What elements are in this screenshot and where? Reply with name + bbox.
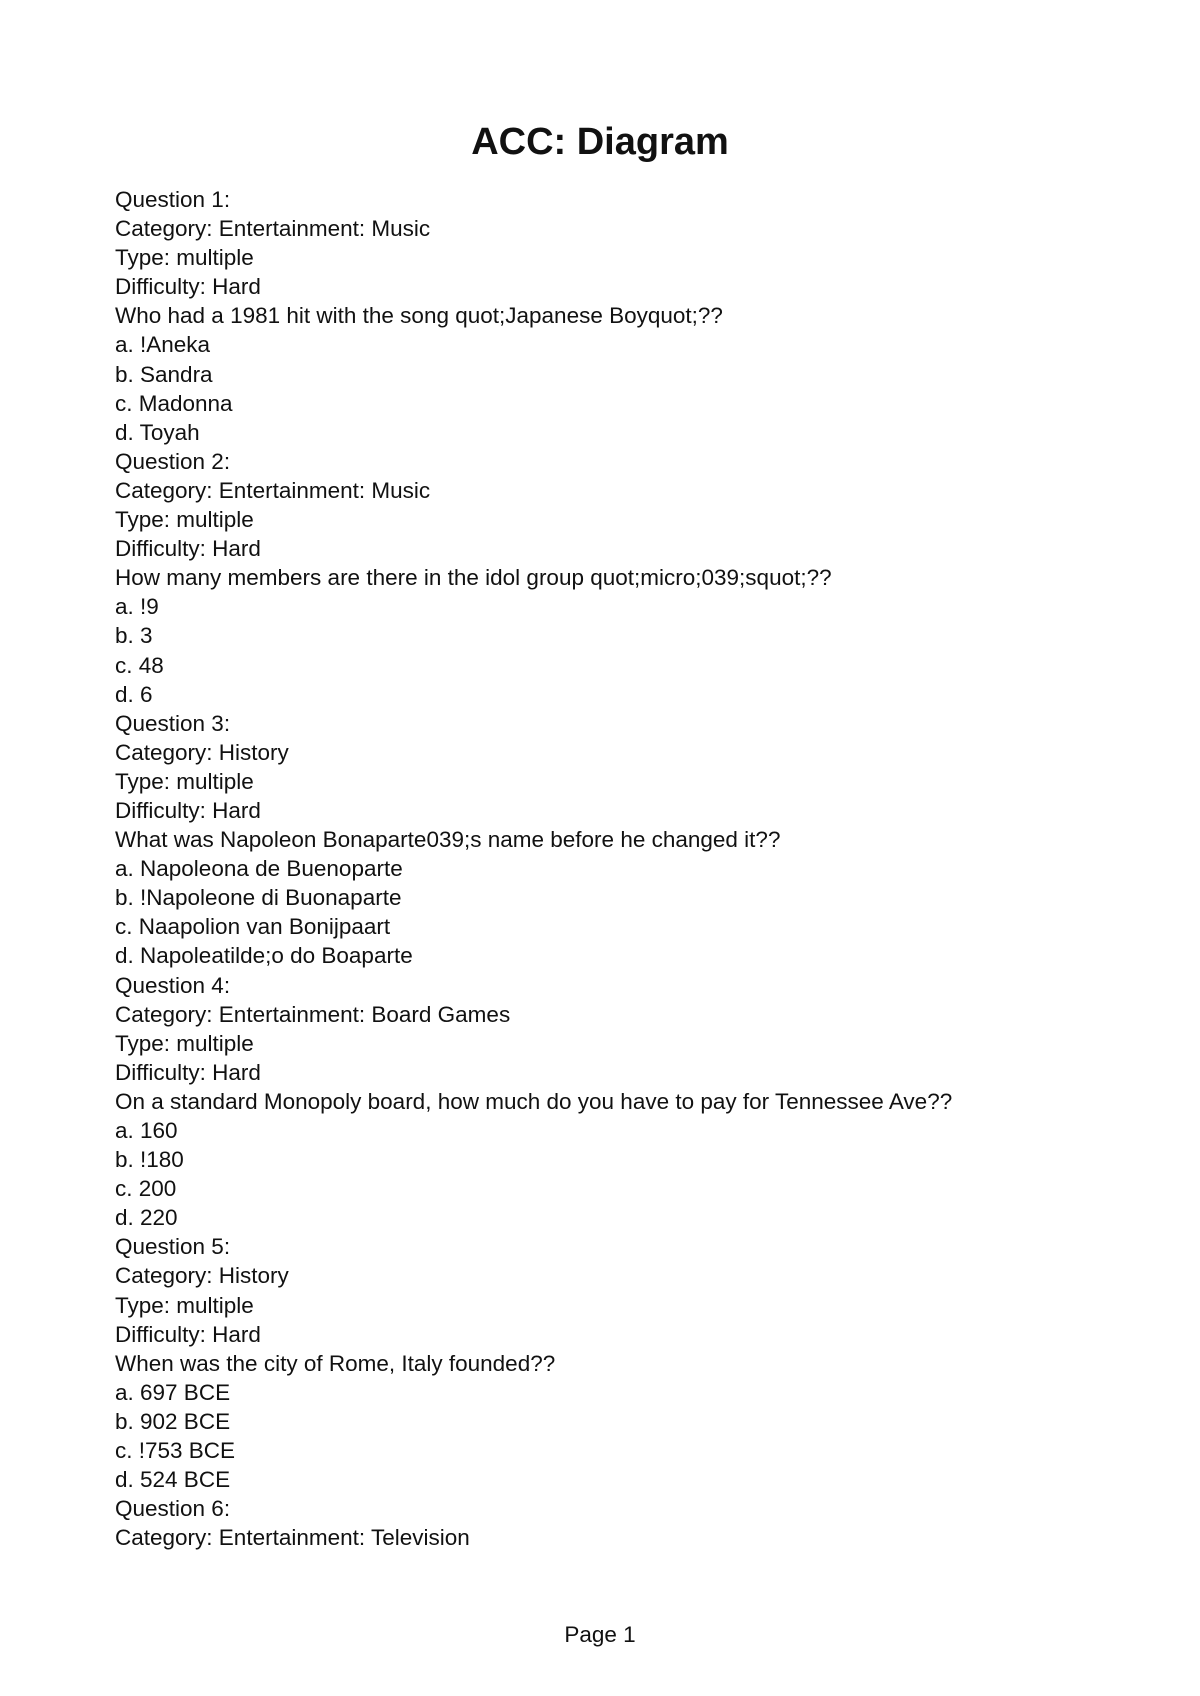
answer-option: c. !753 BCE: [115, 1438, 236, 1464]
document-body: [115, 185, 1115, 1552]
question-difficulty: Difficulty: Hard: [115, 274, 261, 300]
question-type: Type: multiple: [115, 1030, 254, 1056]
answer-option: c. Madonna: [115, 390, 233, 416]
question-heading: Question 3:: [115, 710, 231, 736]
question-difficulty: Difficulty: Hard: [115, 1321, 261, 1347]
question-text: What was Napoleon Bonaparte039;s name before he changed it??: [115, 827, 781, 853]
question-category: Category: History: [115, 739, 289, 765]
question-text: How many members are there in the idol group quot;micro;039;squot;??: [115, 565, 832, 591]
question-category: Category: History: [115, 1263, 289, 1289]
question-difficulty: Difficulty: Hard: [115, 797, 261, 823]
question-heading: Question 4:: [115, 972, 231, 998]
question-2: [115, 447, 1115, 709]
question-6: [115, 1494, 1115, 1552]
document-title: ACC: Diagram: [471, 121, 729, 163]
question-category: Category: Entertainment: Music: [115, 477, 431, 503]
question-1: [115, 185, 1115, 447]
answer-option: c. 200: [115, 1176, 177, 1202]
question-5: [115, 1232, 1115, 1494]
answer-option: a. !9: [115, 594, 159, 620]
question-type: Type: multiple: [115, 507, 254, 533]
question-category: Category: Entertainment: Television: [115, 1525, 470, 1551]
question-4: [115, 971, 1115, 1233]
question-difficulty: Difficulty: Hard: [115, 536, 261, 562]
answer-option: b. 902 BCE: [115, 1408, 231, 1434]
answer-option: a. !Aneka: [115, 332, 211, 358]
page-number: Page 1: [564, 1622, 636, 1647]
answer-option: d. 6: [115, 681, 153, 707]
question-heading: Question 5:: [115, 1234, 231, 1260]
answer-option: a. 160: [115, 1118, 178, 1143]
answer-option: b. !180: [115, 1147, 184, 1173]
answer-option: b. 3: [115, 623, 153, 649]
question-text: When was the city of Rome, Italy founded??: [115, 1350, 556, 1376]
question-text: Who had a 1981 hit with the song quot;Japanese Boyquot;??: [115, 303, 723, 329]
answer-option: d. Toyah: [115, 419, 200, 445]
question-type: Type: multiple: [115, 1292, 254, 1318]
answer-option: a. Napoleona de Buenoparte: [115, 856, 403, 882]
answer-option: c. 48: [115, 652, 164, 678]
question-type: Type: multiple: [115, 768, 254, 794]
answer-option: d. 220: [115, 1205, 178, 1231]
answer-option: d. Napoleatilde;o do Boaparte: [115, 943, 413, 969]
question-heading: Question 2:: [115, 448, 231, 474]
question-difficulty: Difficulty: Hard: [115, 1059, 261, 1085]
question-category: Category: Entertainment: Board Games: [115, 1001, 511, 1027]
answer-option: c. Naapolion van Bonijpaart: [115, 914, 391, 940]
answer-option: b. Sandra: [115, 361, 213, 387]
question-text: On a standard Monopoly board, how much do you have to pay for Tennessee Ave??: [115, 1088, 953, 1114]
answer-option: a. 697 BCE: [115, 1379, 231, 1405]
question-category: Category: Entertainment: Music: [115, 216, 431, 242]
question-heading: Question 6:: [115, 1496, 231, 1522]
question-heading: Question 1:: [115, 187, 231, 212]
question-3: [115, 709, 1115, 971]
answer-option: b. !Napoleone di Buonaparte: [115, 885, 402, 911]
question-type: Type: multiple: [115, 245, 254, 271]
answer-option: d. 524 BCE: [115, 1467, 231, 1493]
